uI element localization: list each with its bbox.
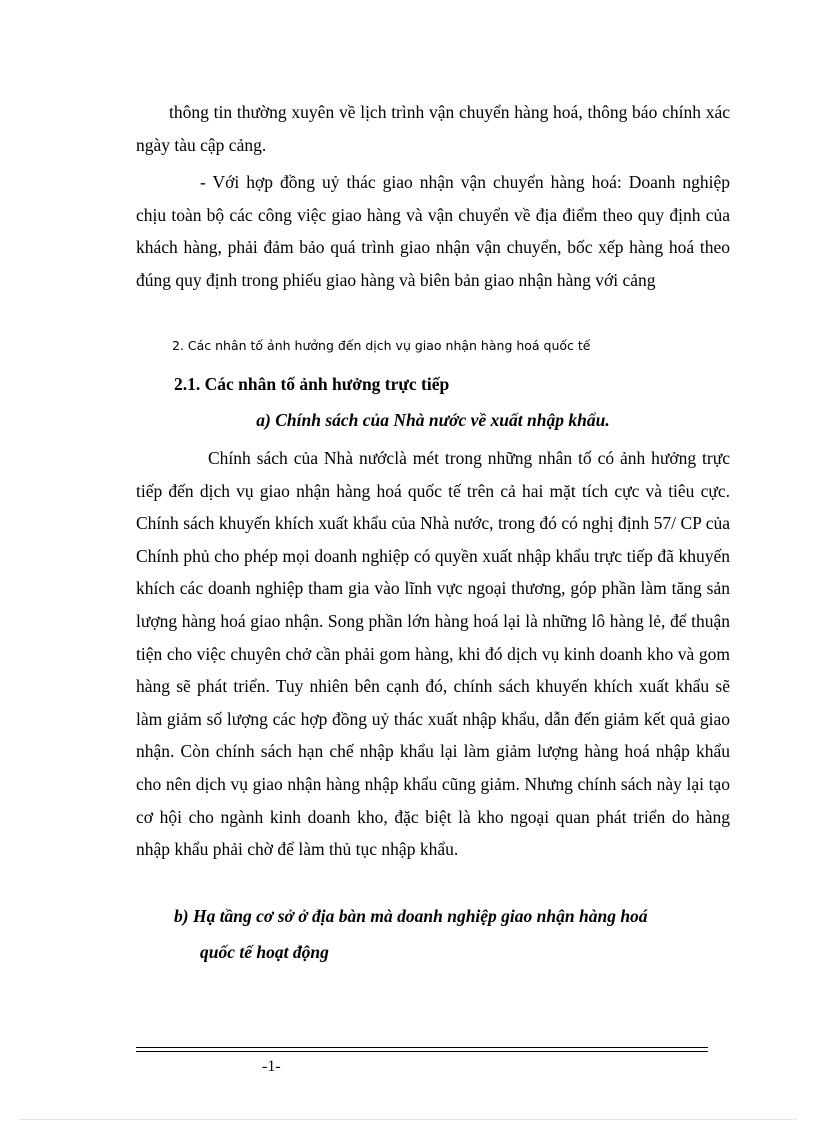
heading-b-line1: b) Hạ tầng cơ sở ở địa bàn mà doanh nghiệp giao nhận hàng hoá	[174, 906, 648, 926]
paragraph-contract: - Với hợp đồng uỷ thác giao nhận vận chuyển hàng hoá: Doanh nghiệp chịu toàn bộ các công việc giao hàng và vận chuyển về địa điểm theo quy định của khách hàng, phải đảm bảo quá trình giao nhận vận chuyển, bốc xếp hàng hoá theo đúng quy định trong phiếu giao hàng và biên bản giao nhận hàng với cảng	[136, 172, 730, 290]
heading-b	[174, 898, 730, 970]
section-title: 2. Các nhân tố ảnh hưởng đến dịch vụ giao nhận hàng hoá quốc tế	[172, 338, 591, 353]
paragraph-policy: Chính sách của Nhà nướclà mét trong những nhân tố có ảnh hưởng trực tiếp đến dịch vụ giao nhận hàng hoá quốc tế trên cả hai mặt tích cực và tiêu cực. Chính sách khuyến khích xuất khẩu của Nhà nước, trong đó có nghị định 57/ CP của Chính phủ cho phép mọi doanh nghiệp có quyền xuất nhập khẩu trực tiếp đã khuyến khích các doanh nghiệp tham gia vào lĩnh vực ngoại thương, góp phần làm tăng sản lượng hàng hoá giao nhận. Song phần lớn hàng hoá lại là những lô hàng lẻ, để thuận tiện cho việc chuyên chở cần phải gom hàng, khi đó dịch vụ kinh doanh kho và gom hàng sẽ phát triển. Tuy nhiên bên cạnh đó, chính sách khuyến khích xuất khẩu sẽ làm giảm số lượng các hợp đồng uỷ thác xuất nhập khẩu, dẫn đến giảm kết quả giao nhận. Còn chính sách hạn chế nhập khẩu lại làm giảm lượng hàng hoá nhập khẩu cho nên dịch vụ giao nhận hàng nhập khẩu cũng giảm. Nhưng chính sách này lại tạo cơ hội cho ngành kinh doanh kho, đặc biệt là kho ngoại quan phát triển do hàng nhập khẩu phải chờ để làm thủ tục nhập khẩu.	[136, 448, 730, 860]
heading-b-line2: quốc tế hoạt động	[200, 942, 329, 962]
page-number: -1-	[262, 1058, 281, 1075]
subsection-title: 2.1. Các nhân tố ảnh hưởng trực tiếp	[174, 374, 450, 394]
heading-a: a) Chính sách của Nhà nước về xuất nhập khẩu.	[256, 410, 610, 430]
footer-rule-bottom	[136, 1051, 708, 1052]
page-edge-divider	[20, 1119, 796, 1120]
footer-rule-top	[136, 1047, 708, 1048]
paragraph-intro: thông tin thường xuyên về lịch trình vận chuyển hàng hoá, thông báo chính xác ngày tàu cập cảng.	[136, 102, 730, 155]
